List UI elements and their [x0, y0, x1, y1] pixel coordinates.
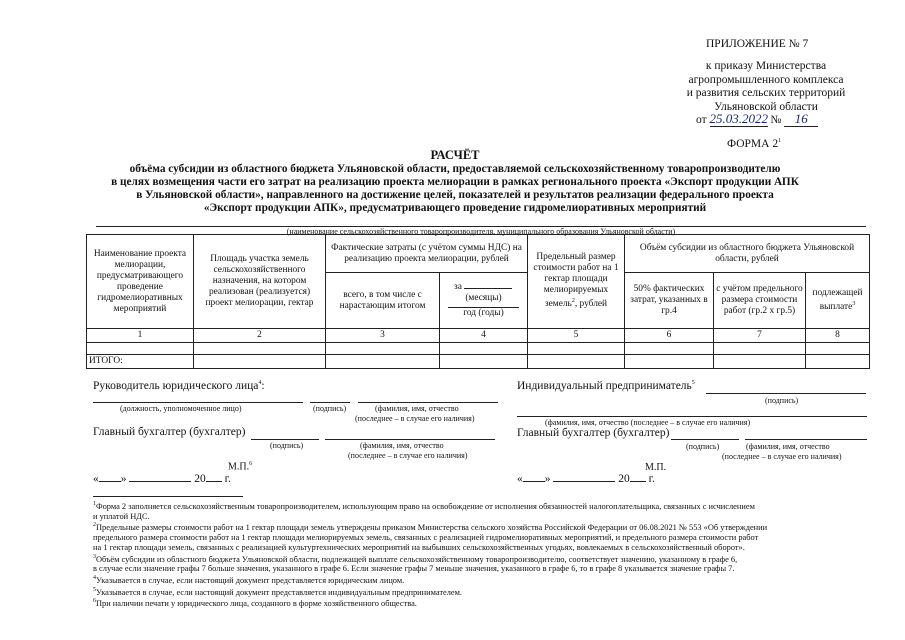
- footnote-text: Указывается в случае, если настоящий документ представляется индивидуальным предпринимателем.: [96, 587, 463, 597]
- footnote-text: Объём субсидии из областного бюджета Ульяновской области, подлежащей выплате сельскохозяйственному товаропроизводителю, соответствует значению, указанному в графе 6,: [96, 554, 738, 564]
- left-stamp-mark: [228, 461, 252, 472]
- title-line: в целях возмещения части его затрат на реализацию проекта мелиорации в рамках регионального проекта «Экспорт продукции АПК: [111, 176, 799, 188]
- left-accountant-name-line: [325, 439, 495, 440]
- footnote-3b: в случае если значение графы 7 больше значения, указанного в графе 6. Если значение графы 7 меньше значения, указанного в графе 6, то в графе 8 указывается значение графы 7.: [93, 564, 735, 574]
- left-accountant-name-caption-2: (последнее – в случае его наличия): [348, 451, 468, 460]
- footnote-text: Форма 2 заполняется сельскохозяйственным товаропроизводителем, использующим право на освобождение от исполнения обязанностей налогоплательщика, связанных с исчислением: [96, 501, 755, 511]
- order-line: и развития сельских территорий: [686, 87, 846, 99]
- total-cell: [714, 355, 806, 369]
- footnote-2c: на 1 гектар площади земель, связанных с реализацией культуртехнических мероприятий на выбывших сельскохозяйственных угодьях, вовлекаемых в сельскохозяйственный оборот».: [93, 542, 745, 552]
- order-date-line: [696, 112, 818, 128]
- col-number: 4: [440, 329, 528, 343]
- footnote-text: Предельные размеры стоимости работ на 1 гектар площади земель утверждены приказом Министерства сельского хозяйства Российской Федерации от 06.08.2021 № 553 «Об утверждении: [96, 523, 768, 533]
- title-line: в Ульяновской области», направленного на достижение целей, показателей и результатов реализации федерального проекта: [136, 189, 774, 201]
- col-to-pay-sup: 3: [852, 300, 856, 307]
- col-max-cost-sup: 2: [571, 298, 575, 305]
- date-month-blank: [129, 481, 191, 482]
- date-year: 20: [618, 473, 630, 485]
- col-to-pay-text: подлежащей выплате: [812, 287, 863, 313]
- form-label-text: ФОРМА 2: [727, 137, 779, 150]
- left-accountant-label: Главный бухгалтер (бухгалтер): [93, 426, 246, 438]
- col-max-cost-text: Предельный размер стоимости работ на 1 гектар площади мелиорируемых земель: [533, 252, 619, 310]
- footnote-sup: 5: [93, 586, 96, 593]
- period-blank: [464, 288, 512, 289]
- legal-entity-head-sup: 4: [258, 380, 262, 387]
- footnote-sup: 2: [93, 522, 96, 529]
- order-reference: [676, 60, 856, 114]
- col-subsidy-header: Объём субсидии из областного бюджета Ульяновской области, рублей: [625, 235, 870, 273]
- signature-caption: (подпись): [313, 404, 347, 413]
- left-stamp-sup: 6: [249, 461, 253, 467]
- form-label-sup: 1: [778, 138, 782, 144]
- footnote-sup: 6: [93, 598, 96, 605]
- footnote-text: Указывается в случае, если настоящий документ представляется юридическим лицом.: [96, 575, 405, 585]
- data-cell: [194, 343, 326, 355]
- col-number: 8: [806, 329, 870, 343]
- footnote-6: [93, 597, 883, 609]
- total-cell: [194, 355, 326, 369]
- data-cell: [440, 343, 528, 355]
- order-line: к приказу Министерства: [705, 60, 827, 72]
- footnote-3: [93, 553, 883, 565]
- footnote-2b: предельного размера стоимости работ на 1 гектар площади мелиорируемых земель, связанных с реализацией гидромелиоративных мероприятий, и предельного размера стоимости работ: [93, 532, 759, 542]
- title-line: объёма субсидии из областного бюджета Ульяновской области, предоставляемой сельскохозяйственному товаропроизводителю: [129, 163, 781, 175]
- col-number: 6: [625, 329, 714, 343]
- period-months: (месяцы): [465, 293, 502, 303]
- right-accountant-name-caption-2: (последнее – в случае его наличия): [722, 452, 842, 461]
- col-total-costs: всего, в том числе с нарастающим итогом: [326, 273, 440, 329]
- footnote-text: При наличии печати у юридического лица, созданного в форме хозяйственного общества.: [96, 598, 417, 608]
- col-project-name: Наименование проекта мелиорации, предусматривающего проведение гидромелиоративных мероприятий: [87, 235, 194, 329]
- data-cell: [625, 343, 714, 355]
- footnote-sup: 3: [93, 553, 96, 560]
- date-year-blank: [206, 481, 222, 482]
- data-cell: [326, 343, 440, 355]
- right-accountant-signature-caption: (подпись): [686, 442, 720, 451]
- footnotes: [93, 500, 883, 609]
- col-to-pay: [806, 273, 870, 329]
- col-max-cost-tail: , рублей: [574, 299, 608, 310]
- legal-entity-head-label: Руководитель юридического лица$^4$:: [93, 380, 265, 392]
- footnote-sup: 1: [93, 501, 96, 507]
- right-accountant-name-line: [745, 439, 867, 440]
- date-quote-close: »: [544, 473, 551, 485]
- date-day-blank: [523, 481, 545, 482]
- footnote-1: [93, 500, 883, 512]
- right-stamp-mark: М.П.: [645, 462, 667, 473]
- data-cell: [87, 343, 194, 355]
- total-label: ИТОГО:: [87, 355, 194, 369]
- total-cell: [806, 355, 870, 369]
- left-stamp-text: М.П.: [228, 461, 250, 473]
- col-area: Площадь участка земель сельскохозяйственного назначения, на котором реализован (реализуется) проект мелиорации, гектар: [194, 235, 326, 329]
- col-period-costs: [440, 273, 528, 329]
- handwritten-number: 16: [784, 112, 818, 127]
- col-actual-costs-header: Фактические затраты (с учётом суммы НДС) на реализацию проекта мелиорации, рублей: [326, 235, 528, 273]
- entrepreneur-name-caption: (фамилия, имя, отчество (последнее – в случае его наличия): [545, 418, 751, 427]
- date-quote-open: «: [517, 473, 523, 485]
- total-cell: [528, 355, 625, 369]
- handwritten-date: 25.03.2022: [709, 111, 768, 126]
- period-za-text: за: [454, 282, 462, 292]
- col-number: 5: [528, 329, 625, 343]
- total-cell: [625, 355, 714, 369]
- appendix-title: ПРИЛОЖЕНИЕ № 7: [706, 38, 809, 50]
- entrepreneur-text: Индивидуальный предприниматель: [517, 380, 692, 392]
- left-accountant-signature-caption: (подпись): [270, 441, 304, 450]
- left-date-line: [93, 473, 231, 485]
- right-accountant-label: Главный бухгалтер (бухгалтер): [517, 427, 670, 439]
- document-title: [60, 148, 850, 215]
- col-number: 7: [714, 329, 806, 343]
- col-fifty-percent: 50% фактических затрат, указанных в гр.4: [625, 273, 714, 329]
- date-month-blank: [553, 481, 615, 482]
- entrepreneur-label: [517, 380, 695, 392]
- signature-line: [310, 402, 350, 403]
- data-cell: [806, 343, 870, 355]
- entrepreneur-signature-line: [706, 393, 866, 394]
- date-g: г.: [648, 473, 655, 485]
- date-year-blank: [630, 481, 646, 482]
- col-number: 3: [326, 329, 440, 343]
- legal-entity-head-text: Руководитель юридического лица: [93, 380, 259, 392]
- date-quote-open: «: [93, 473, 99, 485]
- name-line: [358, 402, 498, 403]
- name-caption: (фамилия, имя, отчество: [375, 404, 459, 413]
- col-max-cost: [528, 235, 625, 329]
- order-line: Ульяновской области: [714, 100, 818, 113]
- date-day-blank: [99, 481, 121, 482]
- left-accountant-signature-line: [251, 439, 319, 440]
- right-accountant-name-caption: (фамилия, имя, отчество: [746, 442, 830, 451]
- title-line: «Экспорт продукции АПК», предусматривающего проведение гидромелиоративных мероприятий: [203, 202, 707, 214]
- title-main: РАСЧЁТ: [430, 148, 480, 162]
- footnote-2: [93, 521, 883, 533]
- period-za: [440, 282, 527, 293]
- col-with-max: с учётом предельного размера стоимости работ (гр.2 х гр.5): [714, 273, 806, 329]
- date-quote-close: »: [120, 473, 127, 485]
- entrepreneur-signature-caption: (подпись): [765, 396, 799, 405]
- footnote-separator: [93, 496, 243, 497]
- period-year: год (годы): [463, 308, 504, 318]
- data-cell: [714, 343, 806, 355]
- footnote-sup: 4: [93, 574, 96, 581]
- entrepreneur-sup: 5: [691, 380, 695, 387]
- data-cell: [528, 343, 625, 355]
- right-date-line: [517, 473, 655, 485]
- footnote-1b: и уплатой НДС.: [93, 511, 150, 521]
- date-g: г.: [224, 473, 231, 485]
- total-cell: [326, 355, 440, 369]
- footnote-5: [93, 586, 883, 598]
- entrepreneur-name-line: [517, 416, 867, 417]
- col-number: 1: [87, 329, 194, 343]
- date-prefix: от: [696, 114, 707, 126]
- right-accountant-signature-line: [671, 439, 739, 440]
- number-prefix: №: [770, 114, 782, 126]
- name-caption-2: (последнее – в случае его наличия): [355, 414, 475, 423]
- position-line: [93, 402, 303, 403]
- producer-name-caption: (наименование сельскохозяйственного товаропроизводителя, муниципального образования Ульяновской области): [286, 227, 676, 236]
- order-line: агропромышленного комплекса: [688, 73, 844, 86]
- position-caption: (должность, уполномоченное лицо): [120, 404, 242, 413]
- col-number: 2: [194, 329, 326, 343]
- left-accountant-name-caption: (фамилия, имя, отчество: [360, 441, 444, 450]
- date-year: 20: [194, 473, 206, 485]
- total-cell: [440, 355, 528, 369]
- footnote-4: [93, 574, 883, 586]
- calculation-table: [86, 234, 870, 369]
